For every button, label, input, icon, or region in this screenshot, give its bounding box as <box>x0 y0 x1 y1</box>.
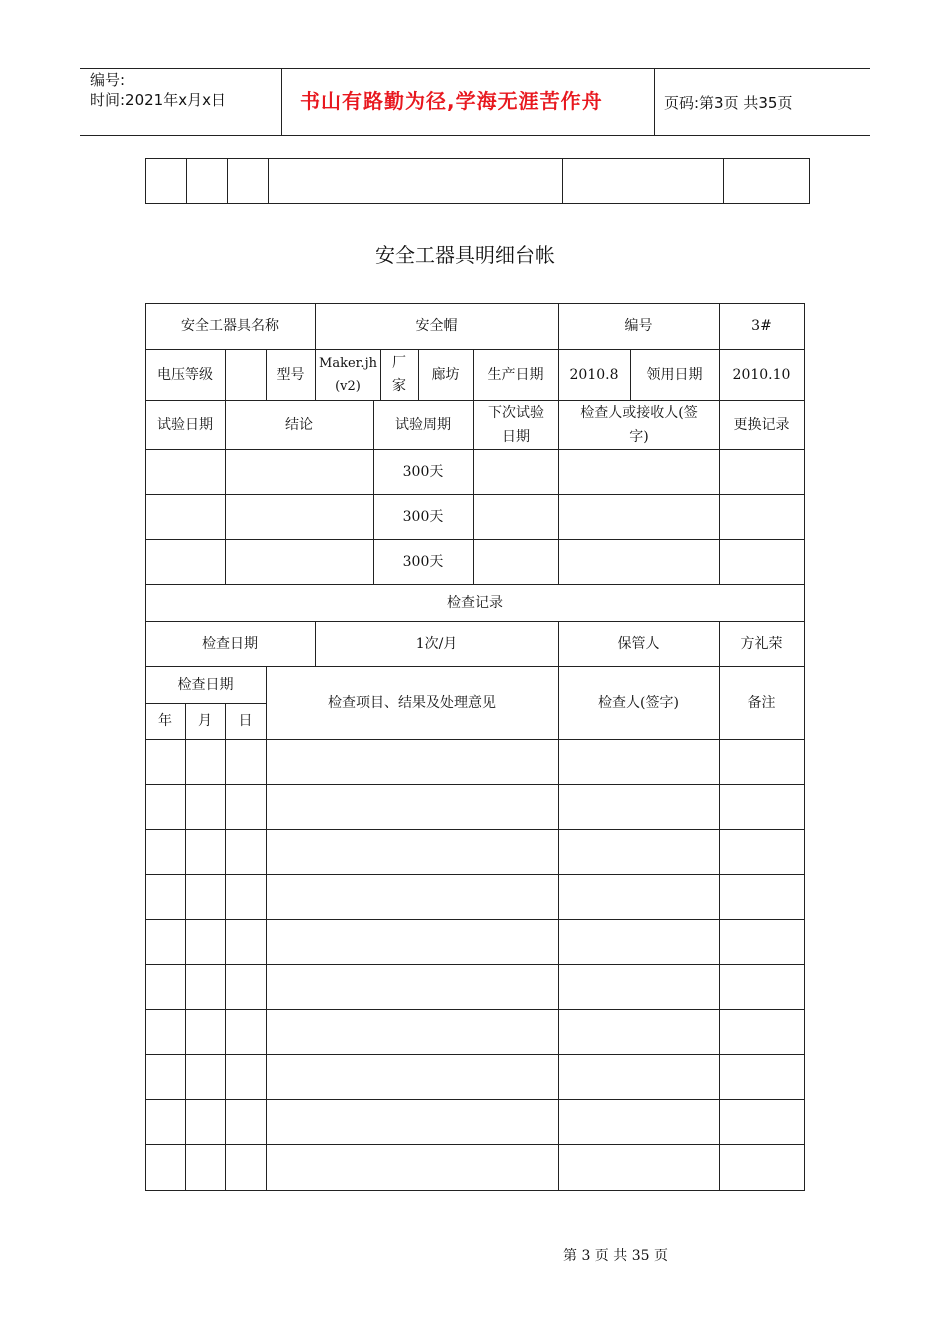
factory-value: 廊坊 <box>431 366 460 383</box>
col-items-header: 检查项目、结果及处理意见 <box>328 694 496 711</box>
use-date-label: 领用日期 <box>646 366 703 383</box>
inspection-date-label: 检查日期 <box>202 635 258 652</box>
col-inspector-header: 检查人(签字) <box>598 694 679 711</box>
keeper-label: 保管人 <box>617 635 660 652</box>
col-date-header: 检查日期 <box>177 676 234 693</box>
test-header-inspector: 检查人或接收人(签字) <box>580 404 698 445</box>
table-cell <box>269 159 563 204</box>
test-row-2-cycle: 300天 <box>402 508 444 525</box>
number-label: 编号 <box>624 318 653 334</box>
number-value: 3# <box>751 318 772 334</box>
test-header-date: 试验日期 <box>157 416 213 433</box>
header-motto: 书山有路勤为径,学海无涯苦作舟 <box>300 89 603 113</box>
page-footer: 第 3 页 共 35 页 <box>563 1248 668 1264</box>
header-time-label: 时间:2021年x月x日 <box>90 91 226 109</box>
col-day-header: 日 <box>238 713 253 729</box>
table-cell <box>724 159 810 204</box>
table-cell <box>146 159 187 204</box>
model-value: Maker.jh(v2) <box>319 355 377 394</box>
test-row-1-cycle: 300天 <box>402 463 444 480</box>
produce-date-value: 2010.8 <box>569 366 619 383</box>
test-header-replacement: 更换记录 <box>733 416 790 433</box>
table-cell <box>563 159 724 204</box>
name-value: 安全帽 <box>415 318 458 334</box>
test-header-conclusion: 结论 <box>285 416 313 433</box>
test-row-3-cycle: 300天 <box>402 553 444 570</box>
factory-label: 厂家 <box>392 354 406 394</box>
table-cell <box>228 159 269 204</box>
col-month-header: 月 <box>198 713 212 729</box>
inspection-frequency: 1次/月 <box>415 635 458 652</box>
col-remark-header: 备注 <box>747 694 776 711</box>
name-label: 安全工器具名称 <box>181 318 279 334</box>
model-label: 型号 <box>276 366 305 383</box>
test-header-cycle: 试验周期 <box>395 416 451 433</box>
inspection-section-title: 检查记录 <box>447 594 503 611</box>
use-date-value: 2010.10 <box>732 366 791 383</box>
header-number-label: 编号: <box>90 71 126 89</box>
keeper-value: 方礼荣 <box>740 635 783 652</box>
document-title: 安全工器具明细台帐 <box>375 243 555 267</box>
test-header-next-date: 下次试验日期 <box>488 404 544 445</box>
voltage-value <box>225 349 266 400</box>
produce-date-label: 生产日期 <box>487 366 544 383</box>
table-cell <box>187 159 228 204</box>
col-year-header: 年 <box>158 713 172 729</box>
previous-table-fragment <box>145 158 810 204</box>
header-page-label: 页码:第3页 共35页 <box>664 94 793 112</box>
voltage-label: 电压等级 <box>157 366 213 383</box>
